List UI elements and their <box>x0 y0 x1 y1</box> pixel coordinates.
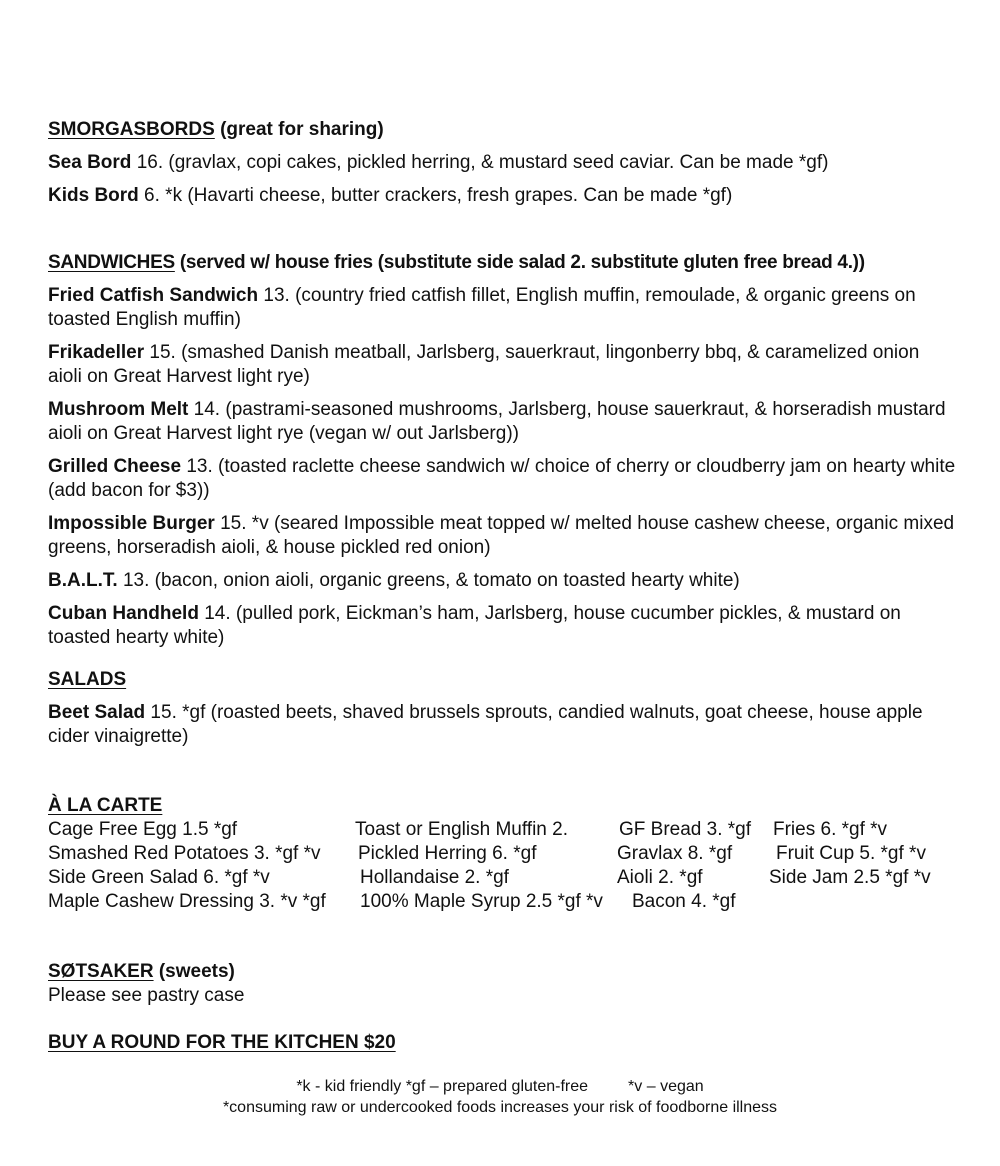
carte-item: Cage Free Egg 1.5 *gf <box>48 819 238 840</box>
menu-item: Sea Bord 16. (gravlax, copi cakes, pickled herring, & mustard seed caviar. Can be made *gf) <box>48 152 829 173</box>
smorgasbords-heading: SMORGASBORDS (great for sharing) <box>48 119 384 140</box>
sotsaker-note: Please see pastry case <box>48 985 245 1006</box>
salads-heading: SALADS <box>48 669 127 690</box>
carte-item: Fruit Cup 5. *gf *v <box>776 843 926 864</box>
carte-item: GF Bread 3. *gf <box>619 819 752 840</box>
salads-section <box>48 668 958 749</box>
a-la-carte-section <box>48 794 958 914</box>
carte-item: Toast or English Muffin 2. <box>355 819 568 840</box>
menu-item: B.A.L.T. 13. (bacon, onion aioli, organic greens, & tomato on toasted hearty white) <box>48 570 740 591</box>
carte-item: Side Green Salad 6. *gf *v <box>48 867 270 888</box>
carte-item: 100% Maple Syrup 2.5 *gf *v <box>360 891 603 912</box>
menu-item: Frikadeller 15. (smashed Danish meatball, Jarlsberg, sauerkraut, lingonberry bbq, & caramelized onion aioli on Great Harvest light rye) <box>48 342 920 387</box>
carte-row <box>48 890 958 914</box>
carte-item: Hollandaise 2. *gf <box>360 867 509 888</box>
kitchen-round-section <box>48 1031 958 1055</box>
carte-row <box>48 866 958 890</box>
sandwiches-section <box>48 251 958 650</box>
menu-main <box>48 118 958 208</box>
footer-warning: *consuming raw or undercooked foods increases your risk of foodborne illness <box>222 1099 778 1116</box>
sandwiches-heading: SANDWICHES (served w/ house fries (substitute side salad 2. substitute gluten free bread 4.)) <box>48 252 865 273</box>
sotsaker-section <box>48 960 958 1008</box>
carte-item: Aioli 2. *gf <box>617 867 703 888</box>
carte-item: Smashed Red Potatoes 3. *gf *v <box>48 843 321 864</box>
carte-item: Side Jam 2.5 *gf *v <box>769 867 931 888</box>
carte-item: Pickled Herring 6. *gf <box>358 843 537 864</box>
menu-item: Mushroom Melt 14. (pastrami-seasoned mushrooms, Jarlsberg, house sauerkraut, & horseradish mustard aioli on Great Harvest light rye (vegan w/ out Jarlsberg)) <box>48 399 946 444</box>
carte-item: Fries 6. *gf *v <box>773 819 888 840</box>
menu-item: Fried Catfish Sandwich 13. (country fried catfish fillet, English muffin, remoulade, & organic greens on toasted English muffin) <box>48 285 916 330</box>
menu-item: Cuban Handheld 14. (pulled pork, Eickman’s ham, Jarlsberg, house cucumber pickles, & mustard on toasted hearty white) <box>48 603 901 648</box>
carte-item: Gravlax 8. *gf <box>617 843 733 864</box>
carte-row <box>48 842 958 866</box>
menu-item: Kids Bord 6. *k (Havarti cheese, butter crackers, fresh grapes. Can be made *gf) <box>48 185 733 206</box>
footer <box>0 1076 1000 1118</box>
a-la-carte-heading: À LA CARTE <box>48 795 163 816</box>
menu-item: Grilled Cheese 13. (toasted raclette cheese sandwich w/ choice of cherry or cloudberry jam on hearty white (add bacon for $3)) <box>48 456 956 501</box>
carte-row <box>48 818 958 842</box>
sotsaker-heading: SØTSAKER (sweets) <box>48 961 235 982</box>
menu-item: Impossible Burger 15. *v (seared Impossible meat topped w/ melted house cashew cheese, organic mixed greens, horseradish aioli, & house pickled red onion) <box>48 513 955 558</box>
carte-item: Maple Cashew Dressing 3. *v *gf <box>48 891 326 912</box>
footer-legend: *k - kid friendly *gf – prepared gluten-free *v – vegan <box>296 1078 704 1095</box>
carte-item: Bacon 4. *gf <box>632 891 736 912</box>
kitchen-round-heading: BUY A ROUND FOR THE KITCHEN $20 <box>48 1032 396 1053</box>
menu-item: Beet Salad 15. *gf (roasted beets, shaved brussels sprouts, candied walnuts, goat cheese, house apple cider vinaigrette) <box>48 702 923 747</box>
